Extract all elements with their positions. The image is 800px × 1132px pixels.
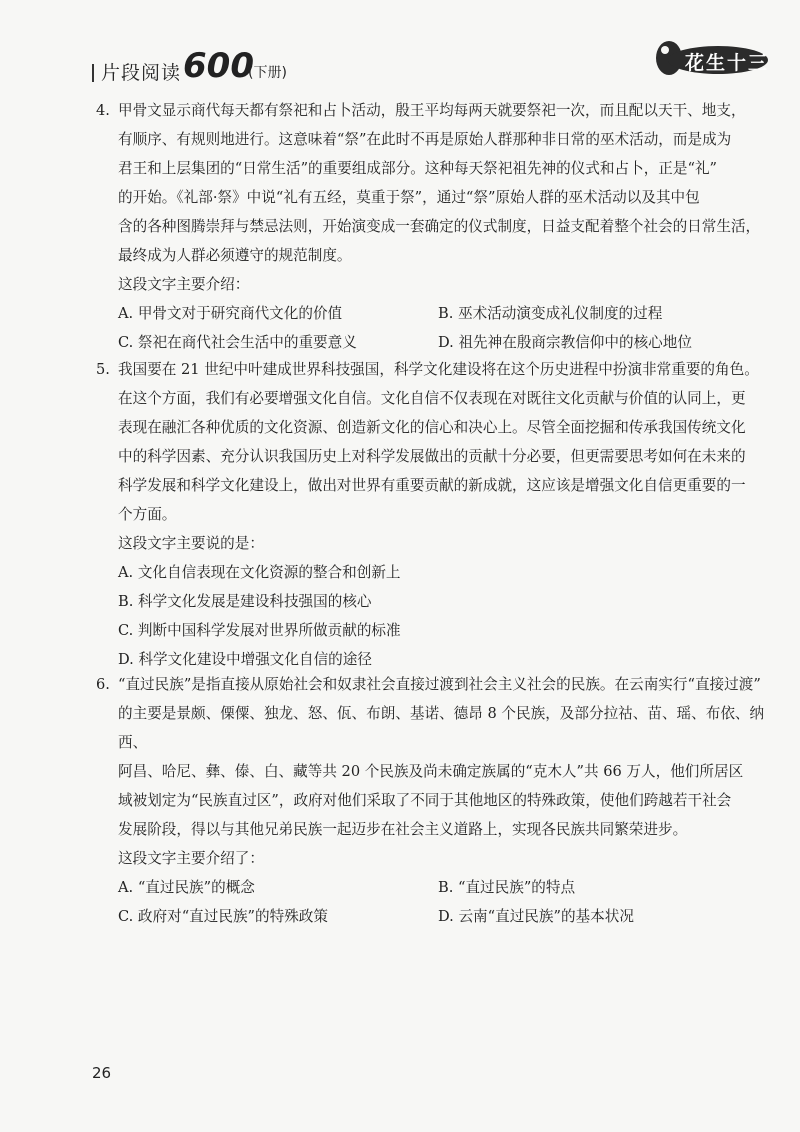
question-text-line: 科学发展和科学文化建设上，做出对世界有重要贡献的新成就，这应该是增强文化自信更重要的一 — [118, 477, 746, 494]
question-6 — [96, 670, 776, 931]
question-prompt: 这段文字主要介绍了： — [118, 850, 264, 867]
option-b[interactable]: B. “直过民族”的特点 — [438, 879, 576, 896]
question-text-line: 发展阶段，得以与其他兄弟民族一起迈步在社会主义道路上，实现各民族共同繁荣进步。 — [118, 821, 688, 838]
question-text-line: 中的科学因素、充分认识我国历史上对科学发展做出的贡献十分必要，但更需要思考如何在未来的 — [118, 448, 746, 465]
answer-options — [118, 299, 776, 357]
option-d[interactable]: D. 云南“直过民族”的基本状况 — [438, 908, 634, 925]
question-prompt: 这段文字主要说的是： — [118, 535, 264, 552]
question-text-line: 在这个方面，我们有必要增强文化自信。文化自信不仅表现在对既往文化贡献与价值的认同上，更 — [118, 390, 746, 407]
question-text-line: 甲骨文显示商代每天都有祭祀和占卜活动，殷王平均每两天就要祭祀一次，而且配以天干、地支， — [118, 102, 746, 119]
question-5 — [96, 355, 776, 674]
question-text-line: 含的各种图腾崇拜与禁忌法则，开始演变成一套确定的仪式制度，日益支配着整个社会的日常生活， — [118, 218, 761, 235]
question-text-line: 最终成为人群必须遵守的规范制度。 — [118, 247, 352, 264]
book-number: 600 — [183, 46, 254, 86]
option-c[interactable]: C. 祭祀在商代社会生活中的重要意义 — [118, 334, 357, 351]
option-c[interactable]: C. 政府对“直过民族”的特殊政策 — [118, 908, 328, 925]
question-text-line: 我国要在 21 世纪中叶建成世界科技强国，科学文化建设将在这个历史进程中扮演非常重要的角色。 — [118, 361, 759, 378]
option-a[interactable]: A. 甲骨文对于研究商代文化的价值 — [118, 305, 343, 322]
question-number: 6. — [96, 676, 110, 693]
question-text-line: 的开始。《礼部·祭》中说“礼有五经，莫重于祭”，通过“祭”原始人群的巫术活动以及其中包 — [118, 189, 700, 206]
page-number: 26 — [92, 1064, 112, 1082]
question-4 — [96, 96, 776, 357]
question-text-line: 的主要是景颇、傈僳、独龙、怒、佤、布朗、基诺、德昂 8 个民族，及部分拉祜、苗、瑶、布依、纳西、 — [118, 705, 765, 751]
option-c[interactable]: C. 判断中国科学发展对世界所做贡献的标准 — [118, 622, 401, 639]
question-text-line: 有顺序、有规则地进行。这意味着“祭”在此时不再是原始人群那种非日常的巫术活动，而是成为 — [118, 131, 732, 148]
book-volume: (下册) — [248, 65, 287, 81]
question-text-line: “直过民族”是指直接从原始社会和奴隶社会直接过渡到社会主义社会的民族。在云南实行“直接过渡” — [118, 676, 761, 693]
question-number: 4. — [96, 102, 110, 119]
page-header — [0, 0, 800, 95]
question-prompt: 这段文字主要介绍： — [118, 276, 250, 293]
question-text-line: 阿昌、哈尼、彝、傣、白、藏等共 20 个民族及尚未确定族属的“克木人”共 66 万人，他们所居区 — [118, 763, 744, 780]
header-divider — [92, 64, 94, 82]
question-text-line: 域被划定为“民族直过区”，政府对他们采取了不同于其他地区的特殊政策，使他们跨越若干社会 — [118, 792, 732, 809]
option-b[interactable]: B. 巫术活动演变成礼仪制度的过程 — [438, 305, 663, 322]
answer-options — [118, 873, 776, 931]
option-d[interactable]: D. 科学文化建设中增强文化自信的途径 — [118, 651, 372, 668]
brand-name: 花生十三 — [685, 52, 770, 74]
book-title: 片段阅读 — [101, 62, 182, 84]
question-number: 5. — [96, 361, 110, 378]
option-a[interactable]: A. 文化自信表现在文化资源的整合和创新上 — [118, 564, 401, 581]
option-b[interactable]: B. 科学文化发展是建设科技强国的核心 — [118, 593, 372, 610]
question-text-line: 个方面。 — [118, 506, 177, 523]
option-d[interactable]: D. 祖先神在殷商宗教信仰中的核心地位 — [438, 334, 692, 351]
option-a[interactable]: A. “直过民族”的概念 — [118, 879, 255, 896]
question-text-line: 表现在融汇各种优质的文化资源、创造新文化的信心和决心上。尽管全面挖掘和传承我国传统文化 — [118, 419, 746, 436]
question-text-line: 君王和上层集团的“日常生活”的重要组成部分。这种每天祭祀祖先神的仪式和占卜，正是“礼” — [118, 160, 718, 177]
